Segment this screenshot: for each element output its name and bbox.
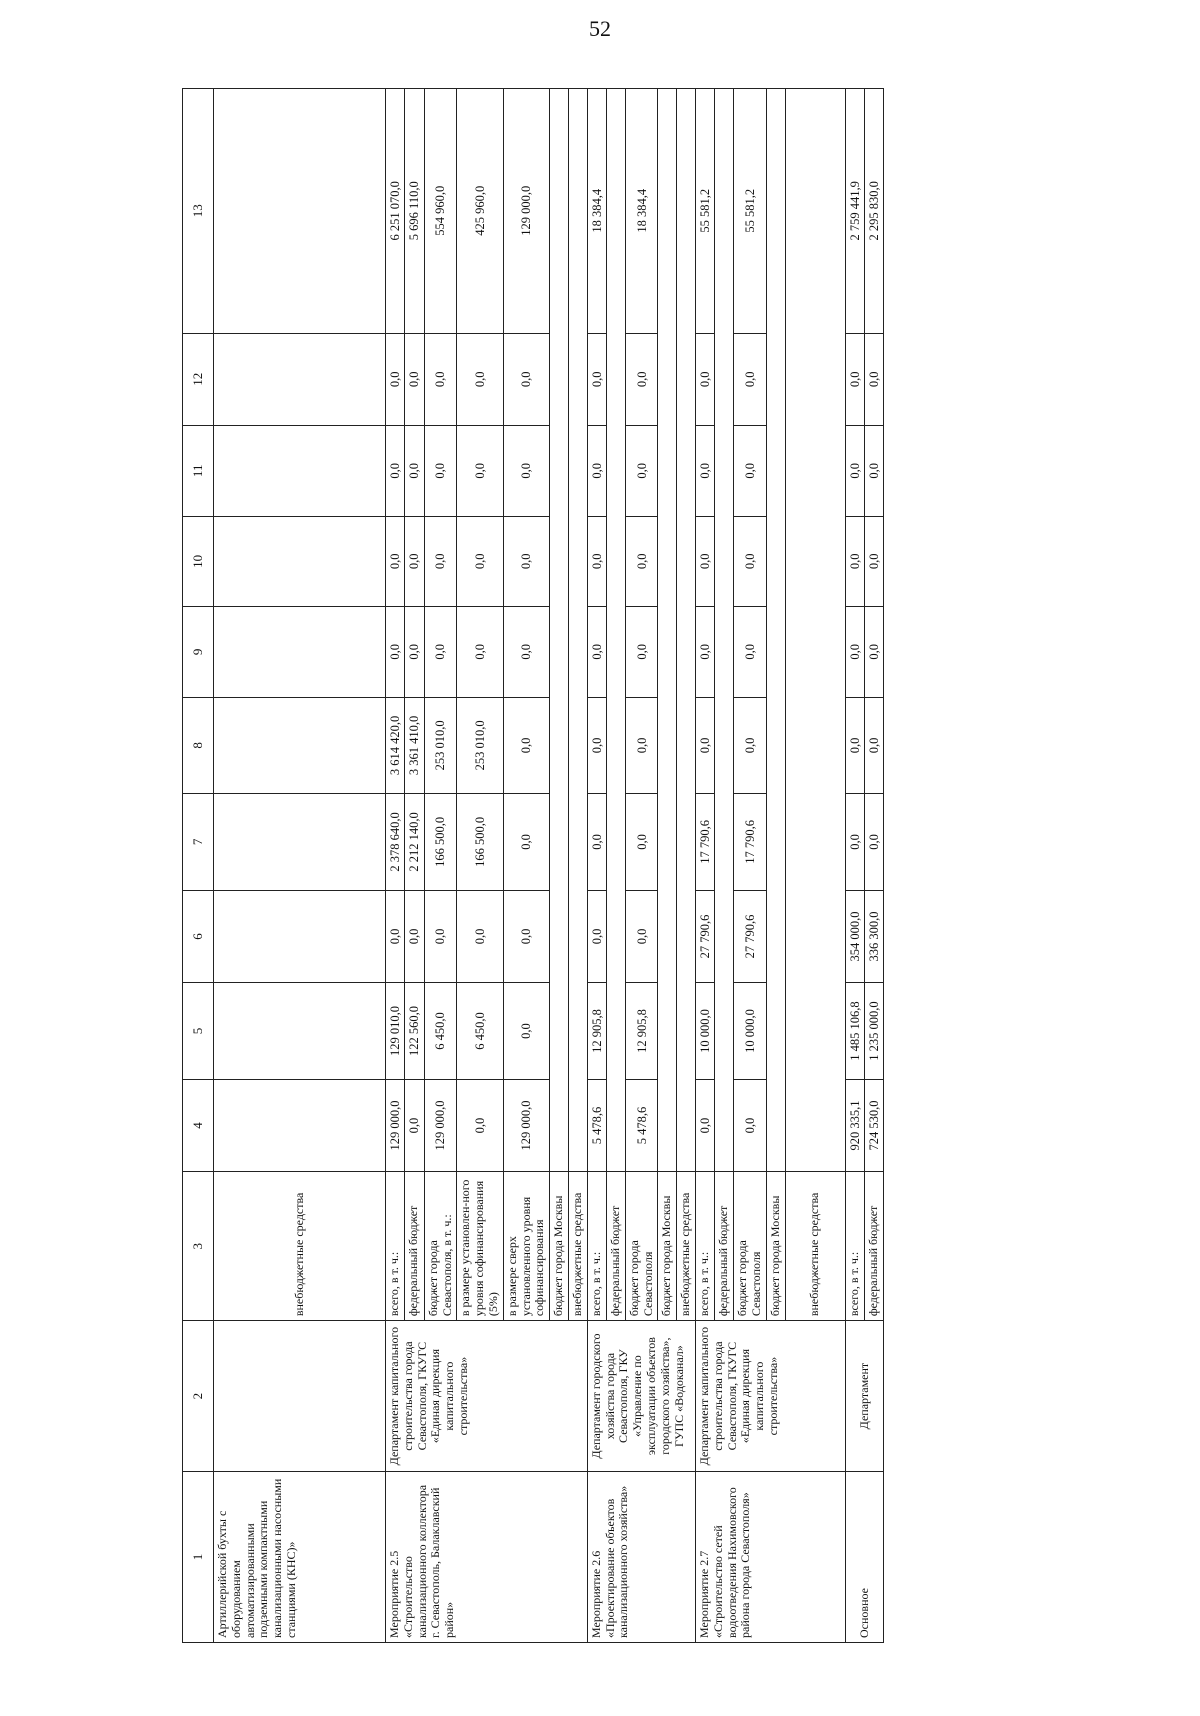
column-header: 7 <box>183 794 214 891</box>
value-cell: 0,0 <box>625 794 658 891</box>
value-cell: 0,0 <box>424 890 457 983</box>
value-cell <box>214 1079 386 1172</box>
value-cell: 0,0 <box>625 333 658 426</box>
header-row <box>183 89 214 1643</box>
column-header: 11 <box>183 426 214 517</box>
value-cell: 0,0 <box>865 607 884 698</box>
funding-source: федеральный бюджет <box>607 1172 626 1321</box>
funding-source: бюджет города Москвы <box>766 1172 785 1321</box>
value-cell: 0,0 <box>424 426 457 517</box>
value-cell: 1 485 106,8 <box>845 983 864 1080</box>
funding-source: федеральный бюджет <box>405 1172 424 1321</box>
value-cell: 0,0 <box>845 516 864 607</box>
value-cell: 0,0 <box>734 697 767 794</box>
event-name: Основное <box>845 1472 884 1643</box>
funding-source: внебюджетные средства <box>214 1172 386 1321</box>
continuation-row <box>214 89 386 1643</box>
funding-source: бюджет города Севастополя <box>734 1172 767 1321</box>
value-cell: 354 000,0 <box>845 890 864 983</box>
value-cell: 122 560,0 <box>405 983 424 1080</box>
value-cell: 17 790,6 <box>734 794 767 891</box>
value-cell: 0,0 <box>503 890 549 983</box>
value-cell: 0,0 <box>734 426 767 517</box>
event-name: Мероприятие 2.5 «Строительство канализационного коллектора г. Севастополь, Балаклавский район» <box>386 1472 588 1643</box>
value-cell <box>214 890 386 983</box>
value-cell: 129 010,0 <box>386 983 405 1080</box>
value-cell: 0,0 <box>424 607 457 698</box>
value-cell <box>214 794 386 891</box>
value-cell: 0,0 <box>405 890 424 983</box>
funding-source: федеральный бюджет <box>865 1172 884 1321</box>
executor: Департамент капитального строительства города Севастополя, ГКУГС «Единая дирекция капитального строительства» <box>696 1321 846 1472</box>
value-cell: 0,0 <box>625 516 658 607</box>
value-cell: 18 384,4 <box>587 89 606 334</box>
value-cell <box>214 333 386 426</box>
funding-source: федеральный бюджет <box>715 1172 734 1321</box>
value-cell: 0,0 <box>696 426 715 517</box>
value-cell: 10 000,0 <box>734 983 767 1080</box>
value-cell: 5 696 110,0 <box>405 89 424 334</box>
value-cell: 12 905,8 <box>587 983 606 1080</box>
funding-source: внебюджетные средства <box>568 1172 587 1321</box>
value-cell: 724 530,0 <box>865 1079 884 1172</box>
value-cell: 0,0 <box>405 516 424 607</box>
column-header: 1 <box>183 1472 214 1643</box>
value-cell <box>214 697 386 794</box>
value-cell: 0,0 <box>845 794 864 891</box>
executor: Департамент <box>845 1321 884 1472</box>
funding-source: бюджет города Севастополя <box>625 1172 658 1321</box>
event-name: Мероприятие 2.7 «Строительство сетей водоотведения Нахимовского района города Севастополя» <box>696 1472 846 1643</box>
value-cell: 129 000,0 <box>503 1079 549 1172</box>
value-cell: 129 000,0 <box>503 89 549 334</box>
value-cell: 55 581,2 <box>734 89 767 334</box>
value-cell: 0,0 <box>405 426 424 517</box>
value-cell: 0,0 <box>503 426 549 517</box>
value-cell: 2 378 640,0 <box>386 794 405 891</box>
value-cell: 2 759 441,9 <box>845 89 864 334</box>
empty-values <box>658 89 677 1172</box>
empty-values <box>550 89 569 1172</box>
value-cell: 0,0 <box>386 333 405 426</box>
value-cell: 0,0 <box>386 426 405 517</box>
value-cell: 2 295 830,0 <box>865 89 884 334</box>
value-cell: 6 251 070,0 <box>386 89 405 334</box>
value-cell <box>214 89 386 334</box>
value-cell: 10 000,0 <box>696 983 715 1080</box>
value-cell: 0,0 <box>865 697 884 794</box>
page-number: 52 <box>589 16 611 41</box>
column-header: 12 <box>183 333 214 426</box>
value-cell: 0,0 <box>845 426 864 517</box>
value-cell: 0,0 <box>457 516 503 607</box>
column-header: 3 <box>183 1172 214 1321</box>
event-name: Мероприятие 2.6 «Проектирование объектов канализационного хозяйства» <box>587 1472 695 1643</box>
funding-source: всего, в т. ч.: <box>386 1172 405 1321</box>
value-cell: 6 450,0 <box>424 983 457 1080</box>
funding-source: бюджет города Москвы <box>550 1172 569 1321</box>
funding-source: внебюджетные средства <box>785 1172 845 1321</box>
value-cell: 0,0 <box>865 333 884 426</box>
value-cell: 17 790,6 <box>696 794 715 891</box>
column-header: 9 <box>183 607 214 698</box>
value-cell: 0,0 <box>457 426 503 517</box>
value-cell: 0,0 <box>734 1079 767 1172</box>
value-cell <box>214 983 386 1080</box>
funding-source: всего, в т. ч.: <box>845 1172 864 1321</box>
value-cell: 0,0 <box>457 607 503 698</box>
value-cell: 2 212 140,0 <box>405 794 424 891</box>
value-cell: 0,0 <box>845 697 864 794</box>
table-row <box>587 89 606 1643</box>
value-cell: 18 384,4 <box>625 89 658 334</box>
value-cell: 0,0 <box>587 607 606 698</box>
value-cell: 0,0 <box>386 607 405 698</box>
executor <box>214 1321 386 1472</box>
table-row <box>696 89 715 1643</box>
table-row <box>386 89 405 1643</box>
value-cell: 3 614 420,0 <box>386 697 405 794</box>
column-header: 2 <box>183 1321 214 1472</box>
value-cell: 5 478,6 <box>587 1079 606 1172</box>
value-cell: 0,0 <box>587 794 606 891</box>
value-cell <box>214 426 386 517</box>
value-cell: 336 300,0 <box>865 890 884 983</box>
value-cell: 0,0 <box>625 607 658 698</box>
empty-values <box>766 89 785 1172</box>
funding-source: внебюджетные средства <box>677 1172 696 1321</box>
value-cell: 0,0 <box>734 516 767 607</box>
value-cell: 554 960,0 <box>424 89 457 334</box>
value-cell: 0,0 <box>587 890 606 983</box>
column-header: 4 <box>183 1079 214 1172</box>
value-cell: 166 500,0 <box>457 794 503 891</box>
funding-source: бюджет города Москвы <box>658 1172 677 1321</box>
value-cell: 129 000,0 <box>386 1079 405 1172</box>
empty-values <box>607 89 626 1172</box>
value-cell: 0,0 <box>457 890 503 983</box>
value-cell: 0,0 <box>386 516 405 607</box>
value-cell: 0,0 <box>503 607 549 698</box>
value-cell: 0,0 <box>386 890 405 983</box>
value-cell: 0,0 <box>503 516 549 607</box>
value-cell: 0,0 <box>457 1079 503 1172</box>
value-cell: 0,0 <box>405 333 424 426</box>
value-cell: 253 010,0 <box>457 697 503 794</box>
value-cell: 0,0 <box>587 516 606 607</box>
value-cell: 55 581,2 <box>696 89 715 334</box>
value-cell: 0,0 <box>405 607 424 698</box>
value-cell: 0,0 <box>625 426 658 517</box>
value-cell: 0,0 <box>503 697 549 794</box>
funding-source: всего, в т. ч.: <box>587 1172 606 1321</box>
value-cell: 0,0 <box>503 983 549 1080</box>
value-cell: 1 235 000,0 <box>865 983 884 1080</box>
event-name: Артиллерийской бухты с оборудованием автоматизированными подземными компактными канализационными насосными станциями (КНС)» <box>214 1472 386 1643</box>
value-cell: 27 790,6 <box>734 890 767 983</box>
value-cell: 0,0 <box>696 697 715 794</box>
value-cell <box>214 607 386 698</box>
column-header: 6 <box>183 890 214 983</box>
rotated-table-container <box>182 88 1102 1643</box>
value-cell: 6 450,0 <box>457 983 503 1080</box>
value-cell: 920 335,1 <box>845 1079 864 1172</box>
value-cell: 0,0 <box>625 890 658 983</box>
value-cell: 0,0 <box>865 516 884 607</box>
financing-table <box>182 88 884 1643</box>
column-header: 13 <box>183 89 214 334</box>
column-header: 5 <box>183 983 214 1080</box>
value-cell: 0,0 <box>865 426 884 517</box>
funding-source: в размере сверх установленного уровня софинансирования <box>503 1172 549 1321</box>
funding-source: в размере установлен-ного уровня софинансирования (5%) <box>457 1172 503 1321</box>
value-cell: 0,0 <box>696 516 715 607</box>
value-cell <box>214 516 386 607</box>
value-cell: 166 500,0 <box>424 794 457 891</box>
value-cell: 129 000,0 <box>424 1079 457 1172</box>
value-cell: 0,0 <box>405 1079 424 1172</box>
value-cell: 0,0 <box>734 333 767 426</box>
funding-source: всего, в т. ч.: <box>696 1172 715 1321</box>
value-cell: 0,0 <box>625 697 658 794</box>
executor: Департамент капитального строительства города Севастополя, ГКУГС «Единая дирекция капитального строительства» <box>386 1321 588 1472</box>
executor: Департамент городского хозяйства города Севастополя, ГКУ «Управление по эксплуатации объектов городского хозяйства», ГУПС «Водоканал» <box>587 1321 695 1472</box>
empty-values <box>715 89 734 1172</box>
rotated-table-area <box>182 88 1102 1643</box>
table-row <box>845 89 864 1643</box>
empty-values <box>785 89 845 1172</box>
value-cell: 0,0 <box>503 794 549 891</box>
value-cell: 0,0 <box>587 697 606 794</box>
column-header: 8 <box>183 697 214 794</box>
empty-values <box>677 89 696 1172</box>
value-cell: 0,0 <box>845 333 864 426</box>
value-cell: 0,0 <box>696 1079 715 1172</box>
value-cell: 0,0 <box>424 516 457 607</box>
value-cell: 0,0 <box>587 426 606 517</box>
value-cell: 27 790,6 <box>696 890 715 983</box>
value-cell: 12 905,8 <box>625 983 658 1080</box>
value-cell: 3 361 410,0 <box>405 697 424 794</box>
value-cell: 0,0 <box>696 333 715 426</box>
value-cell: 0,0 <box>734 607 767 698</box>
value-cell: 425 960,0 <box>457 89 503 334</box>
value-cell: 0,0 <box>696 607 715 698</box>
value-cell: 0,0 <box>865 794 884 891</box>
value-cell: 253 010,0 <box>424 697 457 794</box>
value-cell: 0,0 <box>503 333 549 426</box>
value-cell: 0,0 <box>845 607 864 698</box>
column-header: 10 <box>183 516 214 607</box>
value-cell: 5 478,6 <box>625 1079 658 1172</box>
value-cell: 0,0 <box>424 333 457 426</box>
value-cell: 0,0 <box>457 333 503 426</box>
funding-source: бюджет города Севастополя, в т. ч.: <box>424 1172 457 1321</box>
empty-values <box>568 89 587 1172</box>
value-cell: 0,0 <box>587 333 606 426</box>
